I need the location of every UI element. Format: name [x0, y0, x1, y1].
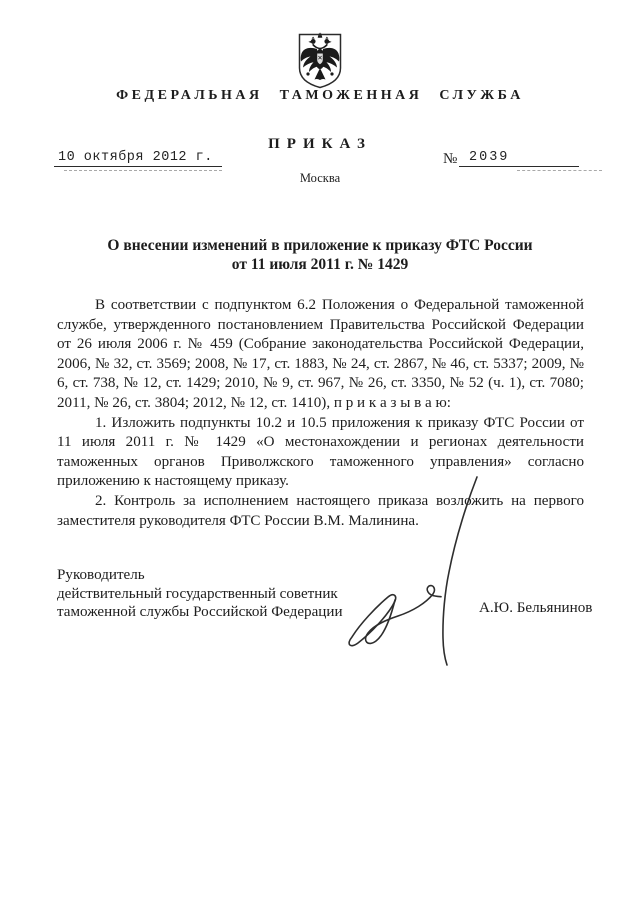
- signature-position-line3: таможенной службы Российской Федерации: [57, 604, 343, 620]
- double-headed-eagle-icon: [297, 32, 343, 90]
- number-sign: №: [443, 151, 458, 167]
- document-number: 2039: [469, 150, 510, 165]
- document-body: [57, 296, 584, 531]
- city-label: Москва: [299, 171, 341, 185]
- number-underline: [459, 166, 579, 167]
- document-date: 10 октября 2012 г.: [58, 150, 213, 165]
- document-title: [56, 237, 584, 274]
- agency-name: ФЕДЕРАЛЬНАЯ ТАМОЖЕННАЯ СЛУЖБА: [116, 88, 524, 103]
- document-title-line2: от 11 июля 2011 г. № 1429: [231, 255, 409, 273]
- document-title-line1: О внесении изменений в приложение к приказу ФТС России: [107, 237, 533, 254]
- paragraph-item-1: 1. Изложить подпункты 10.2 и 10.5 приложения к приказу ФТС России от 11 июля 2011 г. № 1429 «О местонахождении и регионах деятельности таможенных органов Приволжского таможенного управления» согласно приложению к настоящему приказу.: [57, 414, 584, 490]
- signature-position-line2: действительный государственный советник: [57, 585, 338, 602]
- signature-position-line1: Руководитель: [57, 567, 145, 583]
- paragraph-preamble: В соответствии с подпунктом 6.2 Положения о Федеральной таможенной службе, утвержденного постановлением Правительства Российской Федерации от 26 июля 2006 г. № 459 (Собрание законодательства Российской Федерации, 2006, № 32, ст. 3569; 2008, № 17, ст. 1883, № 24, ст. 2867, № 46, ст. 5337; 2009, № 6, ст. 738, № 12, ст. 1429; 2010, № 9, ст. 967, № 26, ст. 3350, № 52 (ч. 1), ст. 7080; 2011, № 26, ст. 3804; 2012, № 12, ст. 1410), п р и к а з ы в а ю:: [57, 297, 584, 411]
- coat-of-arms-emblem: [297, 32, 343, 95]
- signer-name: А.Ю. Бельянинов: [479, 600, 593, 616]
- paragraph-item-2: 2. Контроль за исполнением настоящего приказа возложить на первого заместителя руководителя ФТС России В.М. Малинина.: [57, 492, 584, 529]
- date-underline: [54, 166, 222, 167]
- signature-position-block: [57, 566, 343, 622]
- document-type-heading: ПРИКАЗ: [268, 136, 372, 152]
